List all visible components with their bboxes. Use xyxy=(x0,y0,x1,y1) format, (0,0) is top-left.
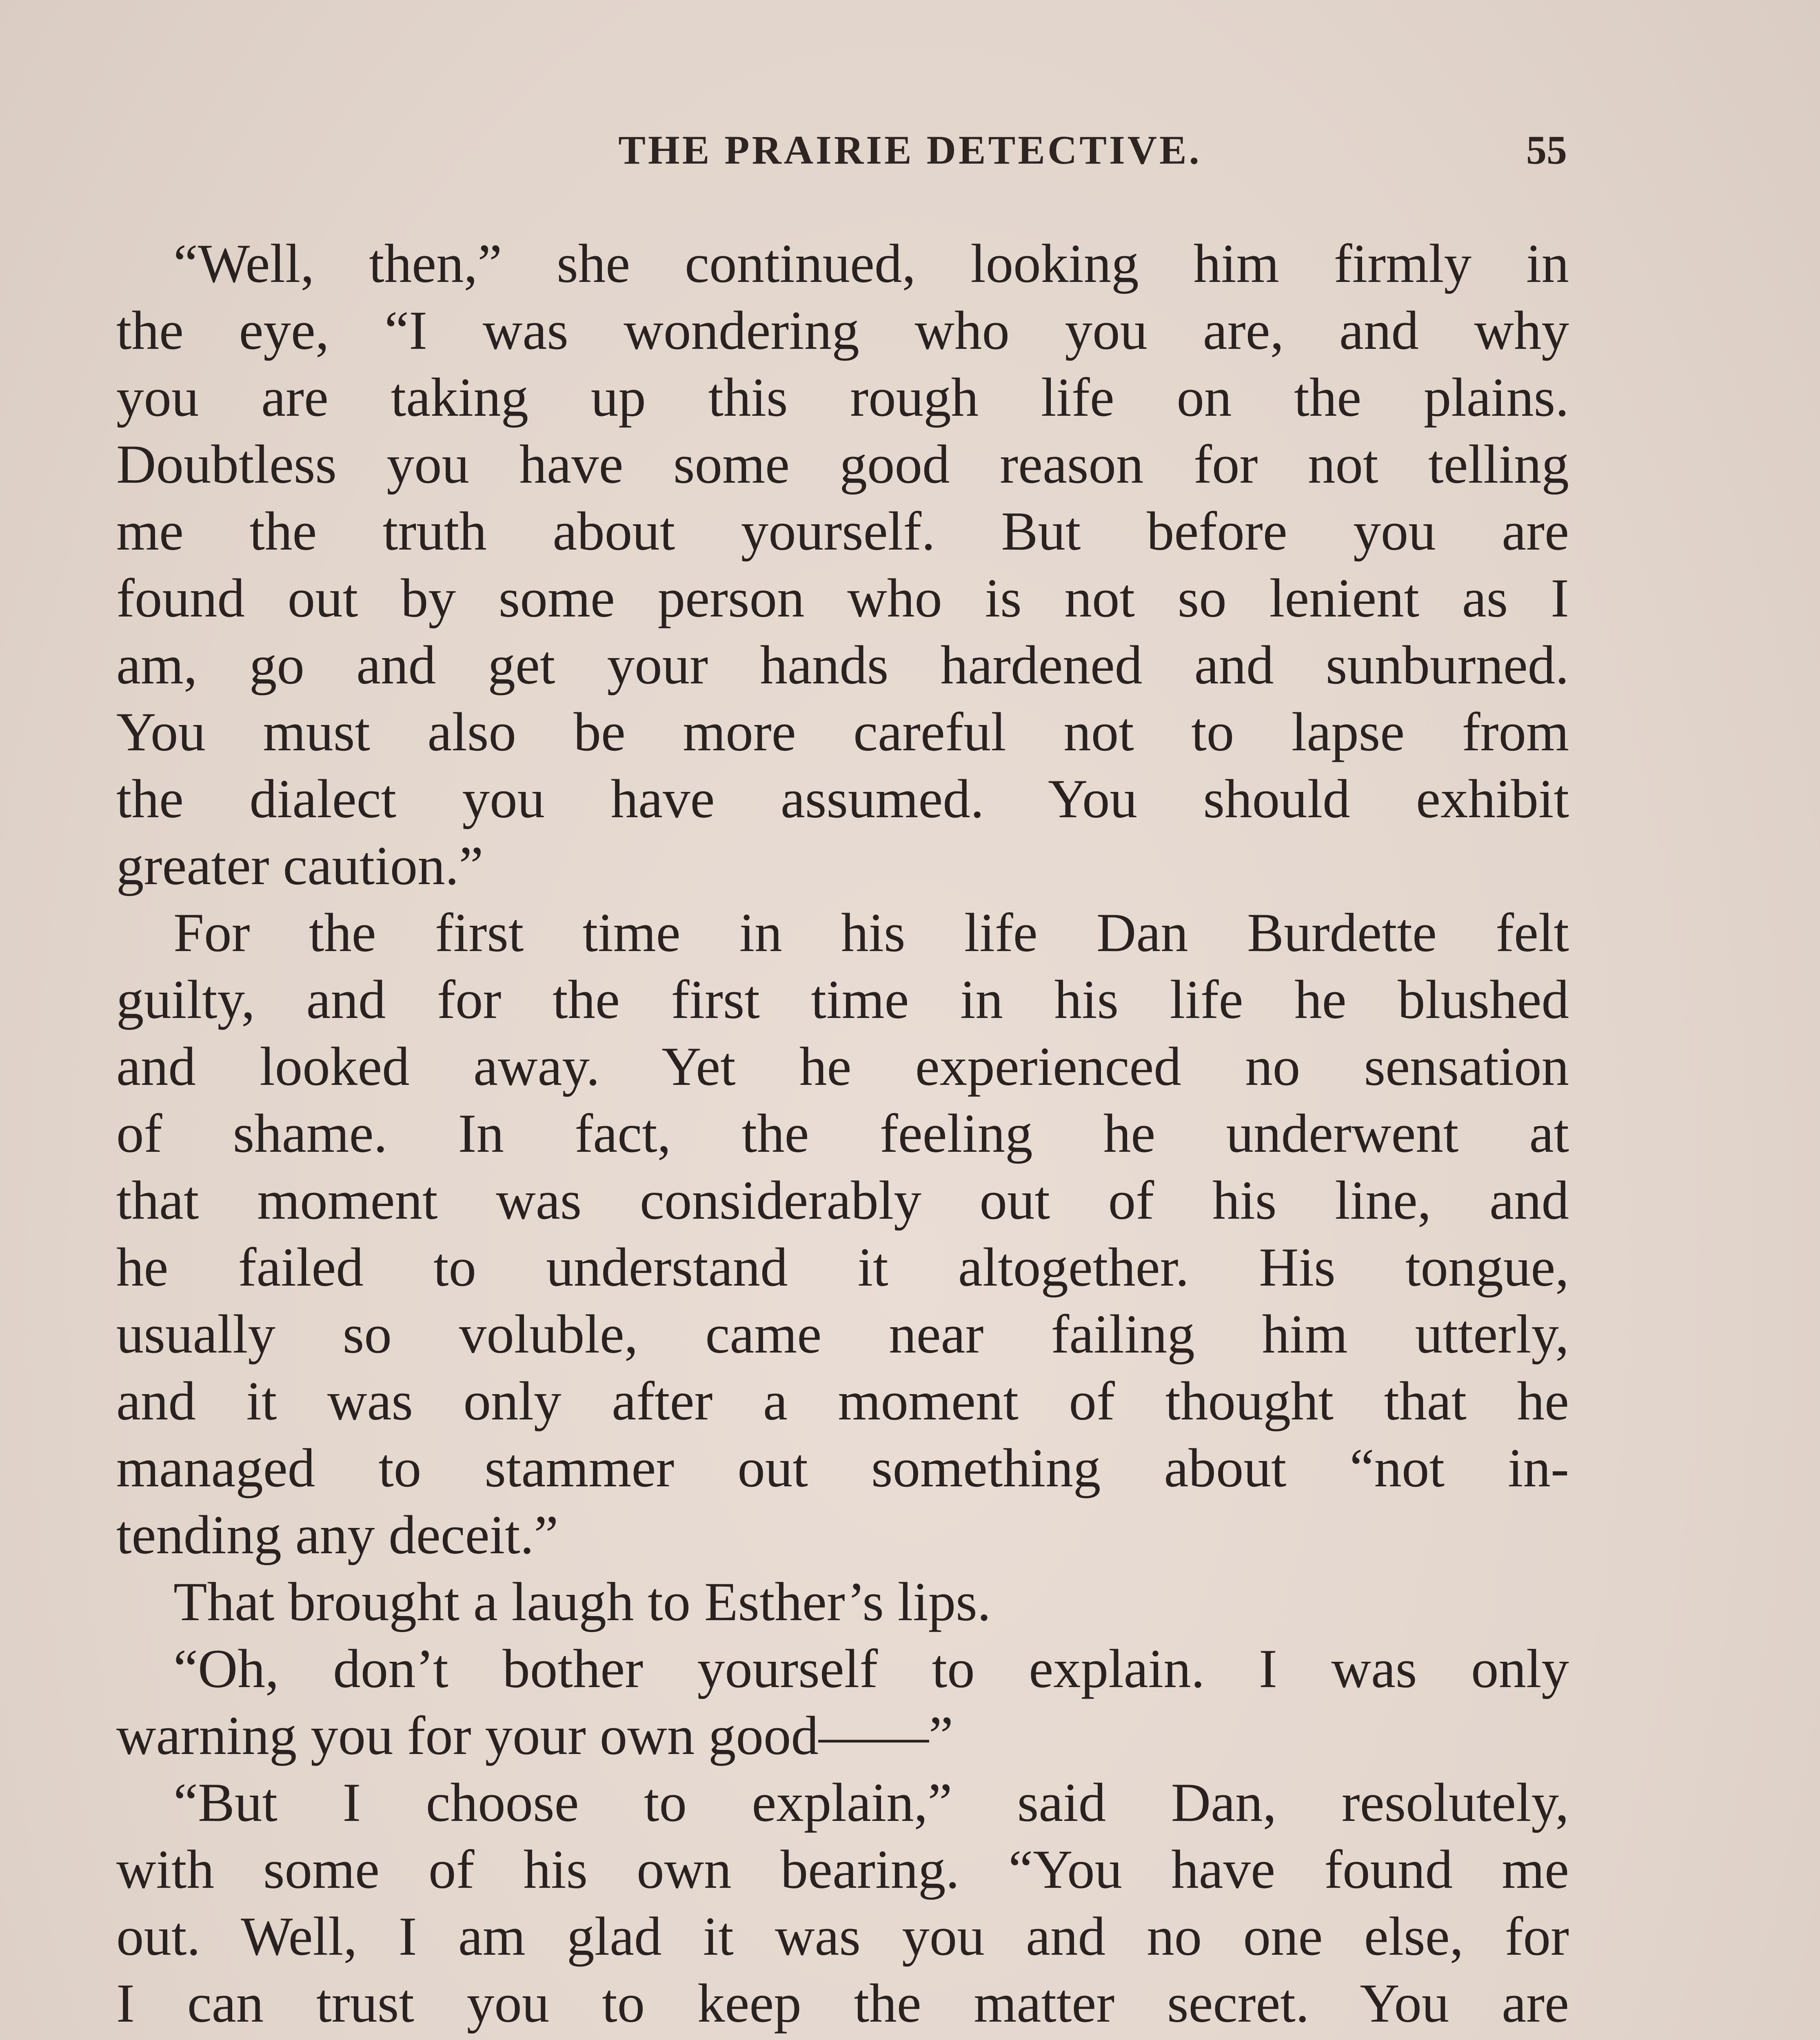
page-number: 55 xyxy=(1526,127,1567,173)
text-line: found out by some person who is not so lenient as I xyxy=(116,568,1569,629)
text-line: the eye, “I was wondering who you are, and why xyxy=(116,300,1569,361)
text-line: Doubtless you have some good reason for not telling xyxy=(116,434,1569,495)
text-line: managed to stammer out something about “not in- xyxy=(116,1438,1569,1499)
text-line: with some of his own bearing. “You have found me xyxy=(116,1839,1569,1900)
text-line: For the first time in his life Dan Burdette felt xyxy=(173,902,1569,963)
text-line: usually so voluble, came near failing him utterly, xyxy=(116,1304,1569,1365)
body-text xyxy=(116,231,1569,2040)
text-line: the dialect you have assumed. You should exhibit xyxy=(116,769,1569,829)
text-line: “Oh, don’t bother yourself to explain. I was only xyxy=(173,1639,1569,1699)
text-line xyxy=(116,2037,1569,2040)
text-line: you are taking up this rough life on the plains. xyxy=(116,367,1569,428)
text-line: he failed to understand it altogether. His tongue, xyxy=(116,1237,1569,1298)
text-line: warning you for your own good——” xyxy=(116,1705,953,1766)
text-line: “Well, then,” she continued, looking him firmly in xyxy=(173,233,1569,294)
text-line: That brought a laugh to Esther’s lips. xyxy=(173,1572,991,1632)
text-line: tending any deceit.” xyxy=(116,1505,559,1565)
text-line: and it was only after a moment of thought that he xyxy=(116,1371,1569,1432)
text-line: of shame. In fact, the feeling he underwent at xyxy=(116,1103,1569,1164)
text-line: and looked away. Yet he experienced no sensation xyxy=(116,1036,1569,1097)
text-line: out. Well, I am glad it was you and no one else, for xyxy=(116,1906,1569,1967)
text-line: greater caution.” xyxy=(116,836,484,896)
text-line: You must also be more careful not to lapse from xyxy=(116,702,1569,763)
text-line: I can trust you to keep the matter secret. You are xyxy=(116,1973,1569,2034)
text-line: me the truth about yourself. But before you are xyxy=(116,501,1569,562)
text-line: guilty, and for the first time in his life he blushed xyxy=(116,969,1569,1030)
running-title: THE PRAIRIE DETECTIVE. xyxy=(618,127,1202,173)
text-line: that moment was considerably out of his line, and xyxy=(116,1170,1569,1231)
text-line: “But I choose to explain,” said Dan, resolutely, xyxy=(173,1772,1569,1833)
page-header xyxy=(0,126,1820,184)
text-line: am, go and get your hands hardened and sunburned. xyxy=(116,635,1569,696)
